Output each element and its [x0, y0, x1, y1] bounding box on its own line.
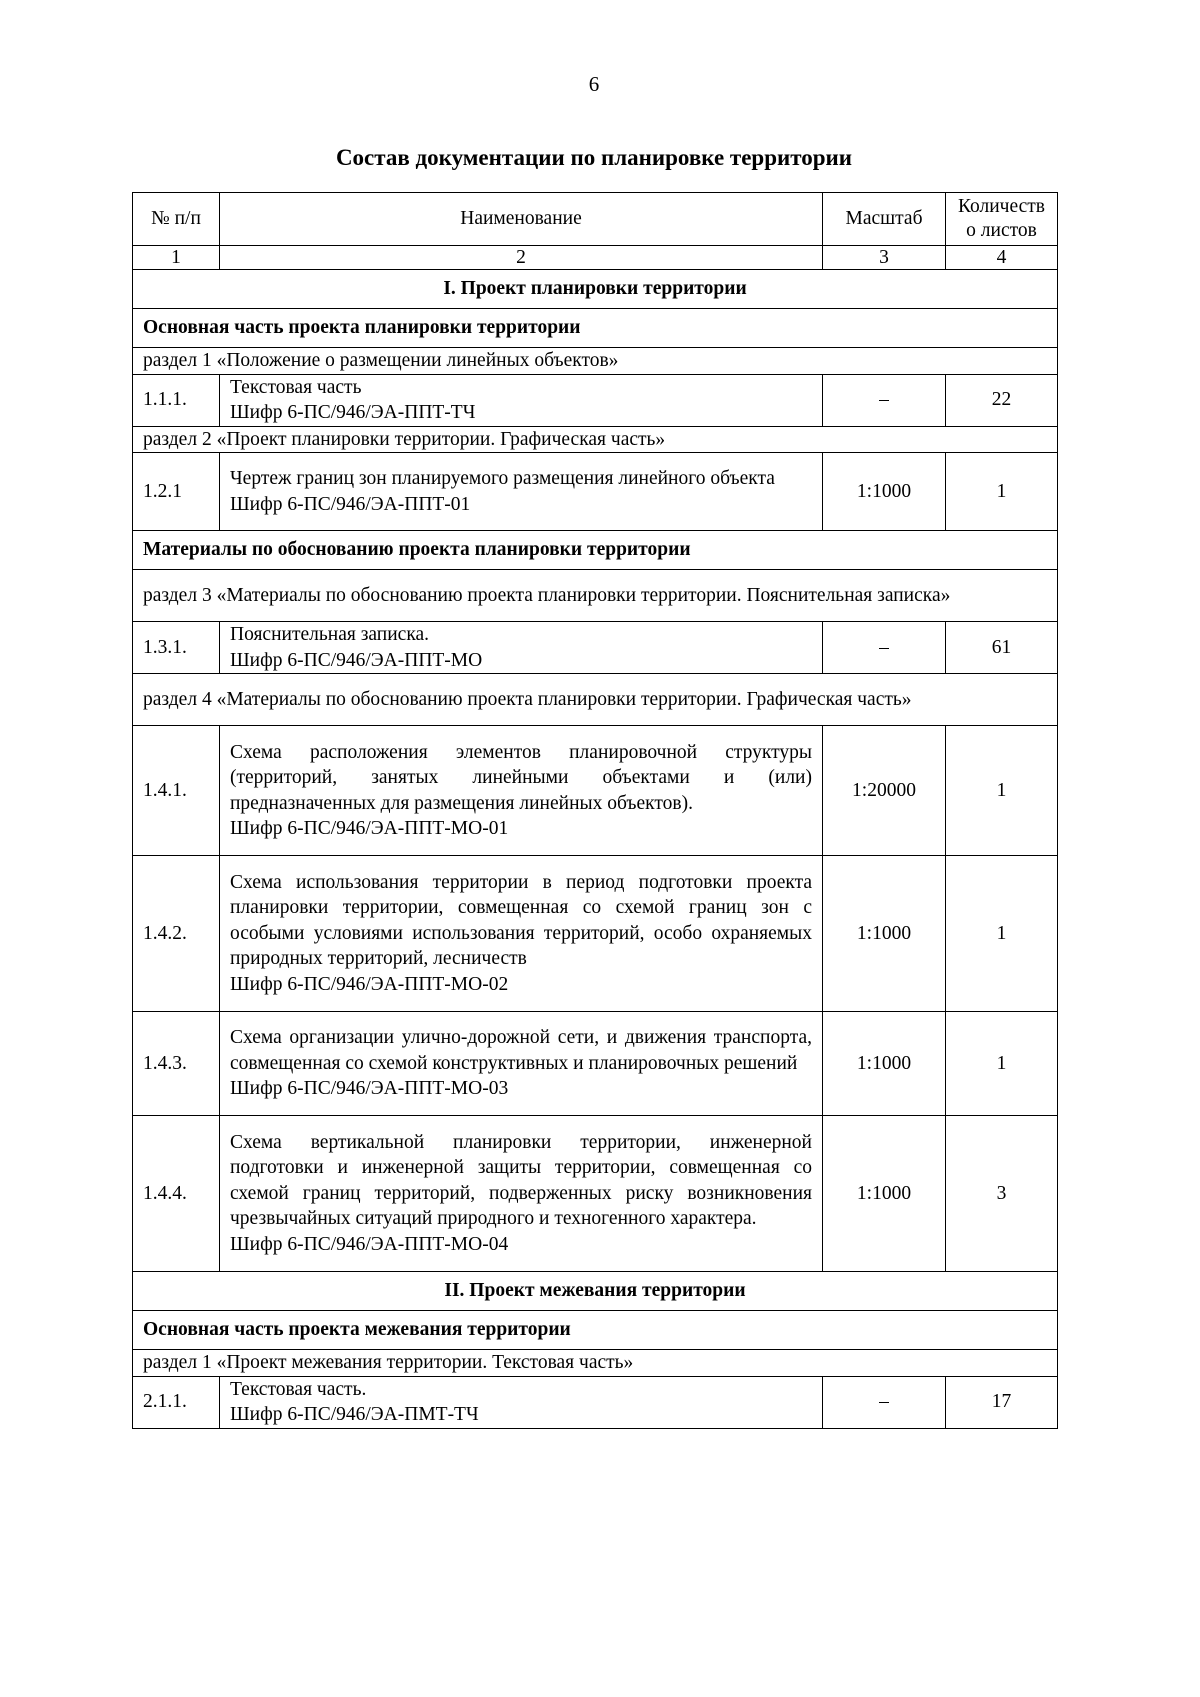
row-code: Шифр 6-ПС/946/ЭА-ППТ-МО-04: [230, 1233, 509, 1255]
part-heading-row: [133, 270, 1058, 309]
table-row: [133, 856, 1058, 1012]
page-number: 6: [588, 72, 600, 96]
row-title: Текстовая часть.: [230, 1378, 367, 1400]
row-number: 1.1.1.: [133, 374, 220, 426]
row-title: Схема организации улично-дорожной сети, и движения транспорта, совмещенная со схемой конструктивных и планировочных решений: [230, 1027, 812, 1074]
row-number: 1.2.1: [133, 453, 220, 531]
part-1-materials-heading: Материалы по обоснованию проекта планировки территории: [133, 531, 1058, 570]
section-1-heading: раздел 1 «Положение о размещении линейных объектов»: [133, 348, 1058, 375]
part-1-main-heading: Основная часть проекта планировки территории: [133, 309, 1058, 348]
section-2-1-heading: раздел 1 «Проект межевания территории. Текстовая часть»: [133, 1350, 1058, 1377]
document-title: Состав документации по планировке территории: [335, 145, 853, 170]
row-name: [220, 1376, 823, 1428]
row-number: 1.4.3.: [133, 1012, 220, 1116]
column-number-2: 2: [220, 246, 823, 270]
row-sheets: 22: [946, 374, 1058, 426]
subpart-heading-row: [133, 309, 1058, 348]
row-title: Схема вертикальной планировки территории, инженерной подготовки и инженерной защиты территории, совмещенная со схемой границ территорий, подверженных риску возникновения чрезвычайных ситуаций природного и техногенного характера.: [230, 1131, 812, 1230]
documentation-table: [132, 192, 1058, 1429]
column-number-row: [133, 246, 1058, 270]
subpart-heading-row: [133, 531, 1058, 570]
part-2-title: II. Проект межевания территории: [133, 1272, 1058, 1311]
table-row: [133, 1376, 1058, 1428]
row-scale: –: [823, 1376, 946, 1428]
section-2-heading: раздел 2 «Проект планировки территории. Графическая часть»: [133, 426, 1058, 453]
row-code: Шифр 6-ПС/946/ЭА-ППТ-МО: [230, 649, 483, 671]
row-scale: –: [823, 374, 946, 426]
table-row: [133, 453, 1058, 531]
row-title: Пояснительная записка.: [230, 624, 430, 645]
row-sheets: 1: [946, 726, 1058, 856]
row-sheets: 17: [946, 1376, 1058, 1428]
row-number: 1.4.1.: [133, 726, 220, 856]
row-name: [220, 622, 823, 674]
section-4-heading: раздел 4 «Материалы по обоснованию проекта планировки территории. Графическая часть»: [133, 674, 1058, 726]
part-1-title: I. Проект планировки территории: [133, 270, 1058, 309]
row-name: [220, 1116, 823, 1272]
section-row: [133, 426, 1058, 453]
header-name: Наименование: [220, 193, 823, 246]
header-sheets-line2: о листов: [966, 220, 1037, 241]
row-code: Шифр 6-ПС/946/ЭА-ППТ-МО-03: [230, 1078, 509, 1100]
row-scale: 1:20000: [823, 726, 946, 856]
section-row: [133, 674, 1058, 726]
row-title: Схема использования территории в период подготовки проекта планировки территории, совмещенная со схемой границ зон с особыми условиями использования территорий, особо охраняемых природных территорий, лесничеств: [230, 871, 812, 970]
row-code: Шифр 6-ПС/946/ЭА-ППТ-ТЧ: [230, 402, 476, 423]
section-row: [133, 348, 1058, 375]
row-sheets: 1: [946, 1012, 1058, 1116]
row-name: [220, 726, 823, 856]
section-3-heading: раздел 3 «Материалы по обоснованию проекта планировки территории. Пояснительная записка»: [133, 570, 1058, 622]
part-2-main-heading: Основная часть проекта межевания территории: [133, 1311, 1058, 1350]
row-number: 1.3.1.: [133, 622, 220, 674]
row-number: 1.4.2.: [133, 856, 220, 1012]
row-sheets: 1: [946, 856, 1058, 1012]
row-name: [220, 453, 823, 531]
column-number-1: 1: [133, 246, 220, 270]
row-number: 1.4.4.: [133, 1116, 220, 1272]
table-row: [133, 374, 1058, 426]
column-number-4: 4: [946, 246, 1058, 270]
header-scale: Масштаб: [823, 193, 946, 246]
row-code: Шифр 6-ПС/946/ЭА-ПМТ-ТЧ: [230, 1404, 479, 1425]
header-sheets: [946, 193, 1058, 246]
row-scale: 1:1000: [823, 1012, 946, 1116]
header-sheets-line1: Количеств: [957, 196, 1046, 217]
subpart-heading-row: [133, 1311, 1058, 1350]
row-number: 2.1.1.: [133, 1376, 220, 1428]
row-sheets: 3: [946, 1116, 1058, 1272]
row-scale: 1:1000: [823, 856, 946, 1012]
table-row: [133, 622, 1058, 674]
row-title: Чертеж границ зон планируемого размещения линейного объекта: [230, 468, 775, 489]
table-row: [133, 1012, 1058, 1116]
row-sheets: 1: [946, 453, 1058, 531]
header-num: № п/п: [133, 193, 220, 246]
section-row: [133, 1350, 1058, 1377]
row-code: Шифр 6-ПС/946/ЭА-ППТ-МО-01: [230, 818, 509, 839]
column-number-3: 3: [823, 246, 946, 270]
row-name: [220, 374, 823, 426]
row-title: Текстовая часть: [230, 376, 362, 398]
table-header-row: [133, 193, 1058, 246]
part-heading-row: [133, 1272, 1058, 1311]
row-title: Схема расположения элементов планировочной структуры (территорий, занятых линейными объектами и (или) предназначенных для размещения линейных объектов).: [230, 741, 812, 814]
row-code: Шифр 6-ПС/946/ЭА-ППТ-МО-02: [230, 973, 509, 995]
row-scale: –: [823, 622, 946, 674]
row-sheets: 61: [946, 622, 1058, 674]
section-row: [133, 570, 1058, 622]
row-name: [220, 856, 823, 1012]
row-code: Шифр 6-ПС/946/ЭА-ППТ-01: [230, 493, 471, 515]
table-row: [133, 1116, 1058, 1272]
row-scale: 1:1000: [823, 453, 946, 531]
row-name: [220, 1012, 823, 1116]
row-scale: 1:1000: [823, 1116, 946, 1272]
table-row: [133, 726, 1058, 856]
